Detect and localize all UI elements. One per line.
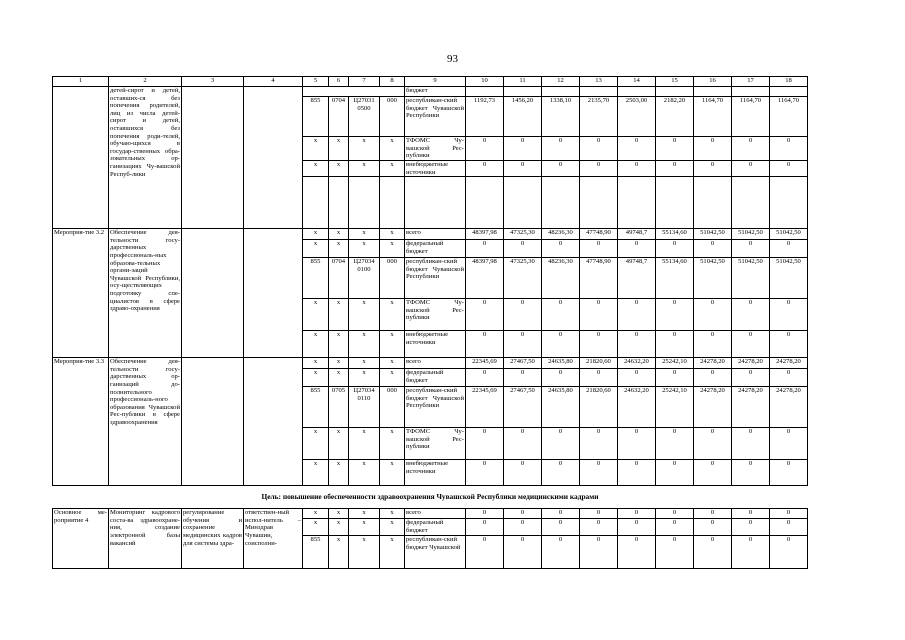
cell-amount: 48236,30: [542, 229, 580, 240]
cell-amount: 0: [466, 519, 504, 536]
cell-amount: 0: [504, 240, 542, 258]
column-header: 7: [349, 77, 380, 87]
column-header: 16: [694, 77, 732, 87]
table-cell: [329, 177, 349, 229]
cell-grbs: x: [303, 519, 329, 536]
cell-expense-type: 000: [380, 258, 405, 299]
cell-section: x: [329, 358, 349, 369]
cell-grbs: 855: [303, 387, 329, 428]
cell-amount: 0: [504, 161, 542, 177]
cell-amount: 0: [694, 428, 732, 460]
cell-amount: 48397,98: [466, 229, 504, 240]
cell-amount: 51042,50: [770, 229, 808, 240]
cell-section: 0705: [329, 387, 349, 428]
cell-amount: 2182,20: [656, 97, 694, 137]
cell-amount: 0: [618, 137, 656, 161]
cell-amount: 0: [542, 369, 580, 387]
cell-target-item: x: [349, 428, 380, 460]
cell-amount: 24278,20: [770, 387, 808, 428]
table-cell: [580, 177, 618, 229]
cell-amount: 22345,69: [466, 358, 504, 369]
cell-amount: 55134,60: [656, 229, 694, 240]
cell-amount: 0: [770, 428, 808, 460]
cell-amount: 24278,20: [694, 358, 732, 369]
cell-amount: 0: [618, 536, 656, 569]
cell-amount: 0: [770, 509, 808, 519]
cell-expense-type: x: [380, 331, 405, 358]
cell-amount: 0: [656, 519, 694, 536]
column-header: 1: [53, 77, 109, 87]
cell-target-item: x: [349, 460, 380, 486]
cell-amount: 0: [618, 428, 656, 460]
cell-amount: 47748,90: [580, 258, 618, 299]
cell-amount: 0: [542, 536, 580, 569]
cell-activity-label: [53, 87, 109, 229]
cell-amount: 0: [732, 536, 770, 569]
cell-section: x: [329, 331, 349, 358]
table-row: [53, 87, 808, 97]
cell-amount: 24635,80: [542, 358, 580, 369]
cell-amount: 0: [466, 536, 504, 569]
cell-amount: [466, 87, 504, 97]
column-header: 15: [656, 77, 694, 87]
cell-amount: 0: [542, 519, 580, 536]
cell-amount: 0: [732, 331, 770, 358]
table-cell: [504, 177, 542, 229]
cell-amount: [504, 87, 542, 97]
cell-amount: 0: [694, 331, 732, 358]
cell-amount: 0: [580, 137, 618, 161]
cell-amount: 0: [580, 161, 618, 177]
column-header: 3: [182, 77, 244, 87]
cell-target-item: Ц27034 0100: [349, 258, 380, 299]
cell-amount: 0: [466, 240, 504, 258]
cell-amount: 0: [504, 137, 542, 161]
column-header: 4: [244, 77, 303, 87]
cell-amount: 51042,50: [732, 258, 770, 299]
cell-amount: 0: [656, 460, 694, 486]
cell-expense-type: x: [380, 161, 405, 177]
cell-amount: 0: [656, 299, 694, 331]
cell-amount: 48236,30: [542, 258, 580, 299]
cell-grbs: 855: [303, 536, 329, 569]
cell-amount: 51042,50: [694, 258, 732, 299]
cell-amount: [580, 87, 618, 97]
cell-amount: 47325,30: [504, 229, 542, 240]
cell-amount: 24278,20: [732, 358, 770, 369]
cell-amount: 0: [732, 161, 770, 177]
cell-section: x: [329, 229, 349, 240]
cell-amount: 0: [542, 460, 580, 486]
cell-amount: 1192,73: [466, 97, 504, 137]
cell-amount: 0: [770, 460, 808, 486]
cell-expense-type: x: [380, 299, 405, 331]
cell-activity-label: Основное ме-роприятие 4: [53, 509, 109, 569]
cell-amount: 1456,20: [504, 97, 542, 137]
cell-amount: 2135,70: [580, 97, 618, 137]
table-row: [53, 229, 808, 240]
cell-expense-type: 000: [380, 387, 405, 428]
cell-expense-type: x: [380, 509, 405, 519]
cell-target-item: Ц27034 0110: [349, 387, 380, 428]
cell-amount: 0: [656, 509, 694, 519]
cell-amount: 0: [694, 299, 732, 331]
cell-funding-source: ТФОМС Чу-вашской Рес-публики: [405, 428, 466, 460]
cell-section: x: [329, 369, 349, 387]
cell-amount: 0: [504, 299, 542, 331]
cell-amount: 0: [618, 240, 656, 258]
cell-grbs: 855: [303, 258, 329, 299]
cell-funding-source: республикан-ский бюджет Чувашской Республики: [405, 387, 466, 428]
table-cell: [303, 87, 405, 97]
cell-funding-source: внебюджетные источники: [405, 161, 466, 177]
goal-row: [53, 486, 808, 509]
cell-amount: 0: [466, 161, 504, 177]
cell-amount: 0: [580, 240, 618, 258]
cell-amount: 0: [770, 137, 808, 161]
cell-target-item: x: [349, 369, 380, 387]
page-number: 93: [447, 53, 458, 65]
cell-amount: 25242,10: [656, 387, 694, 428]
table-cell: [466, 177, 504, 229]
cell-amount: 2503,00: [618, 97, 656, 137]
cell-amount: 0: [656, 137, 694, 161]
cell-funding-source: федеральный бюджет: [405, 519, 466, 536]
cell-expense-type: x: [380, 240, 405, 258]
cell-funding-source: федеральный бюджет: [405, 240, 466, 258]
cell-funding-source: республикан-ский бюджет Чувашской Республики: [405, 97, 466, 137]
cell-funding-source: республикан-ский бюджет Чувашской: [405, 536, 466, 569]
cell-result: [182, 87, 244, 229]
cell-amount: 0: [770, 519, 808, 536]
cell-amount: 0: [580, 428, 618, 460]
cell-activity-label: Мероприя-тие 3.2: [53, 229, 109, 358]
cell-amount: 0: [732, 369, 770, 387]
cell-amount: 22345,69: [466, 387, 504, 428]
cell-expense-type: 000: [380, 97, 405, 137]
cell-amount: 0: [694, 519, 732, 536]
cell-amount: 47748,90: [580, 229, 618, 240]
cell-expense-type: x: [380, 460, 405, 486]
cell-target-item: x: [349, 240, 380, 258]
cell-amount: 0: [770, 369, 808, 387]
cell-amount: 0: [694, 460, 732, 486]
cell-funding-source: федеральный бюджет: [405, 369, 466, 387]
cell-amount: 0: [466, 137, 504, 161]
cell-grbs: x: [303, 428, 329, 460]
cell-funding-source: ТФОМС Чу-вашской Рес-публики: [406, 137, 464, 160]
cell-grbs: x: [303, 161, 329, 177]
cell-grbs: x: [303, 229, 329, 240]
cell-funding-source: бюджет: [405, 87, 466, 97]
cell-section: x: [329, 509, 349, 519]
cell-expense-type: x: [380, 428, 405, 460]
column-header: 14: [618, 77, 656, 87]
cell-amount: 0: [732, 509, 770, 519]
cell-amount: 0: [542, 240, 580, 258]
cell-expense-type: x: [380, 519, 405, 536]
cell-section: x: [329, 428, 349, 460]
cell-amount: 0: [770, 240, 808, 258]
cell-amount: 0: [656, 536, 694, 569]
column-header: 10: [466, 77, 504, 87]
cell-grbs: x: [303, 460, 329, 486]
cell-expense-type: x: [380, 358, 405, 369]
cell-amount: 0: [504, 536, 542, 569]
cell-amount: 0: [732, 299, 770, 331]
column-header: 12: [542, 77, 580, 87]
cell-amount: 0: [694, 137, 732, 161]
cell-target-item: x: [349, 137, 380, 161]
cell-activity-label: Мероприя-тие 3.3: [53, 358, 109, 486]
cell-funding-source: республикан-ский бюджет Чувашской Республики: [405, 258, 466, 299]
cell-amount: 24632,20: [618, 358, 656, 369]
table-cell: [405, 177, 466, 229]
cell-amount: 0: [580, 509, 618, 519]
cell-amount: 51042,50: [770, 258, 808, 299]
cell-funding-source: ТФОМС Чу-вашской Рес-публики: [405, 299, 466, 331]
cell-activity-desc: детей-сирот и детей, оставших-ся без попечения родителей, лиц из числа детей-сирот и детей, оставшихся без попечения роди-телей, обучаю-щихся в государ-ственных обра-зовательных ор-ганизациях Чу-вашской Респуб-лики: [109, 87, 182, 229]
cell-amount: 48397,98: [466, 258, 504, 299]
cell-funding-source: внебюджетные источники: [405, 331, 466, 358]
cell-amount: 21820,60: [580, 358, 618, 369]
table-cell: [303, 177, 329, 229]
cell-amount: 0: [504, 519, 542, 536]
cell-grbs: 855: [303, 97, 329, 137]
cell-amount: 0: [466, 460, 504, 486]
cell-amount: [770, 87, 808, 97]
cell-section: 0704: [329, 258, 349, 299]
cell-amount: 0: [580, 519, 618, 536]
cell-amount: 0: [580, 460, 618, 486]
cell-amount: 0: [732, 137, 770, 161]
cell-expense-type: x: [380, 229, 405, 240]
cell-amount: 0: [504, 509, 542, 519]
cell-section: x: [329, 536, 349, 569]
cell-amount: 0: [542, 299, 580, 331]
cell-section: x: [329, 240, 349, 258]
cell-amount: 0: [542, 509, 580, 519]
cell-amount: 0: [732, 519, 770, 536]
cell-executor: [244, 229, 303, 358]
cell-grbs: x: [303, 137, 329, 161]
cell-funding-source: всего: [405, 509, 466, 519]
table-row: [53, 509, 808, 519]
cell-amount: 47325,30: [504, 258, 542, 299]
cell-amount: [732, 87, 770, 97]
cell-amount: 24278,20: [694, 387, 732, 428]
cell-amount: 0: [504, 460, 542, 486]
cell-amount: 55134,60: [656, 258, 694, 299]
cell-amount: 27467,50: [504, 358, 542, 369]
cell-executor: ответствен-ный испол-нитель – Минздрав Чувашии, соисполни-: [244, 509, 303, 569]
cell-target-item: x: [349, 299, 380, 331]
cell-target-item: x: [349, 358, 380, 369]
cell-amount: 0: [732, 460, 770, 486]
cell-amount: 0: [656, 369, 694, 387]
cell-amount: 0: [656, 161, 694, 177]
header-row: [53, 77, 808, 87]
cell-amount: [694, 87, 732, 97]
cell-amount: 0: [580, 536, 618, 569]
cell-amount: 0: [504, 428, 542, 460]
cell-section: x: [329, 299, 349, 331]
cell-section: x: [329, 137, 349, 161]
table-cell: [732, 177, 770, 229]
column-header: 5: [303, 77, 329, 87]
cell-amount: 0: [542, 161, 580, 177]
cell-activity-desc: Обеспечение дея-тельности госу-дарственных профессиональ-ных образова-тельных органи-заций Чувашской Республики, осу-ществляющих подготовку спе-циалистов в сфере здраво-охранения: [109, 229, 182, 358]
table-cell: [770, 177, 808, 229]
cell-amount: 51042,50: [694, 229, 732, 240]
cell-amount: 27467,50: [504, 387, 542, 428]
column-header: 2: [109, 77, 182, 87]
table-cell: [694, 177, 732, 229]
section-goal-heading: Цель: повышение обеспеченности здравоохранения Чувашской Республики медицинскими кадрами: [261, 492, 599, 502]
cell-target-item: x: [349, 161, 380, 177]
cell-amount: 0: [694, 509, 732, 519]
cell-amount: 24278,20: [732, 387, 770, 428]
cell-amount: 0: [466, 509, 504, 519]
cell-amount: 1164,70: [770, 97, 808, 137]
cell-section: x: [329, 161, 349, 177]
cell-funding-source: внебюджетные источники: [405, 460, 466, 486]
cell-target-item: x: [349, 509, 380, 519]
cell-grbs: x: [303, 331, 329, 358]
cell-amount: 0: [580, 299, 618, 331]
cell-amount: 0: [656, 240, 694, 258]
cell-amount: 0: [618, 161, 656, 177]
cell-section: 0704: [329, 97, 349, 137]
column-header: 9: [405, 77, 466, 87]
cell-amount: 0: [618, 331, 656, 358]
cell-target-item: x: [349, 229, 380, 240]
cell-amount: 0: [542, 428, 580, 460]
cell-amount: 0: [466, 428, 504, 460]
cell-amount: 0: [694, 161, 732, 177]
cell-target-item: x: [349, 519, 380, 536]
table-cell: [349, 177, 380, 229]
column-header: 18: [770, 77, 808, 87]
cell-amount: 0: [618, 519, 656, 536]
cell-amount: 0: [618, 299, 656, 331]
cell-amount: [542, 87, 580, 97]
cell-amount: 24635,80: [542, 387, 580, 428]
cell-amount: 0: [732, 240, 770, 258]
cell-amount: 51042,50: [732, 229, 770, 240]
cell-executor: [244, 87, 303, 229]
column-header: 6: [329, 77, 349, 87]
cell-amount: [618, 87, 656, 97]
cell-amount: 0: [618, 369, 656, 387]
cell-grbs: x: [303, 299, 329, 331]
cell-amount: 0: [580, 331, 618, 358]
column-header: 13: [580, 77, 618, 87]
table-cell: [380, 177, 405, 229]
cell-activity-desc: Обеспечение дея-тельности госу-дарственных ор-ганизаций до-полнительного профессиональ-ного образования Чувашской Рес-публики в сфере здравоохранения: [109, 358, 182, 486]
cell-target-item: x: [349, 536, 380, 569]
column-header: 8: [380, 77, 405, 87]
cell-amount: 49748,7: [618, 258, 656, 299]
table-cell: [618, 177, 656, 229]
cell-grbs: x: [303, 358, 329, 369]
cell-activity-desc: Мониторинг кадрового соста-ва здравоохране-ния, создание электронной базы вакансий: [109, 509, 182, 569]
cell-result: регулирование обучения и сохранение медицинских кадров для системы здра-: [182, 509, 244, 569]
cell-amount: 0: [580, 369, 618, 387]
column-header: 11: [504, 77, 542, 87]
table-cell: [542, 177, 580, 229]
budget-table: [52, 76, 808, 569]
cell-section: x: [329, 519, 349, 536]
cell-amount: 0: [694, 369, 732, 387]
cell-amount: 0: [770, 331, 808, 358]
cell-amount: 0: [542, 331, 580, 358]
cell-amount: 0: [770, 161, 808, 177]
cell-amount: 0: [770, 299, 808, 331]
cell-section: x: [329, 460, 349, 486]
cell-target-item: x: [349, 331, 380, 358]
cell-amount: 25242,10: [656, 358, 694, 369]
cell-amount: 0: [656, 331, 694, 358]
table-row: [53, 358, 808, 369]
cell-amount: 0: [466, 299, 504, 331]
cell-amount: 0: [466, 369, 504, 387]
cell-expense-type: x: [380, 369, 405, 387]
cell-amount: 24632,20: [618, 387, 656, 428]
cell-result: [182, 358, 244, 486]
cell-expense-type: x: [380, 536, 405, 569]
cell-amount: 1164,70: [732, 97, 770, 137]
cell-grbs: x: [303, 240, 329, 258]
cell-amount: 0: [504, 331, 542, 358]
cell-amount: 1338,10: [542, 97, 580, 137]
cell-amount: 0: [656, 428, 694, 460]
cell-target-item: Ц27031 0500: [349, 97, 380, 137]
cell-amount: 0: [504, 369, 542, 387]
cell-amount: 49748,7: [618, 229, 656, 240]
cell-amount: 24278,20: [770, 358, 808, 369]
cell-result: [182, 229, 244, 358]
cell-amount: 0: [618, 460, 656, 486]
cell-amount: 0: [542, 137, 580, 161]
column-header: 17: [732, 77, 770, 87]
cell-amount: 1164,70: [694, 97, 732, 137]
cell-amount: 0: [770, 536, 808, 569]
cell-amount: 0: [466, 331, 504, 358]
cell-funding-source: всего: [405, 358, 466, 369]
cell-executor: [244, 358, 303, 486]
cell-amount: 0: [732, 428, 770, 460]
cell-funding-source: всего: [405, 229, 466, 240]
cell-grbs: x: [303, 509, 329, 519]
cell-amount: 0: [694, 240, 732, 258]
cell-amount: [656, 87, 694, 97]
cell-expense-type: x: [380, 137, 405, 161]
cell-amount: 0: [618, 509, 656, 519]
cell-amount: 0: [694, 536, 732, 569]
cell-amount: 21820,60: [580, 387, 618, 428]
table-cell: [656, 177, 694, 229]
cell-grbs: x: [303, 369, 329, 387]
